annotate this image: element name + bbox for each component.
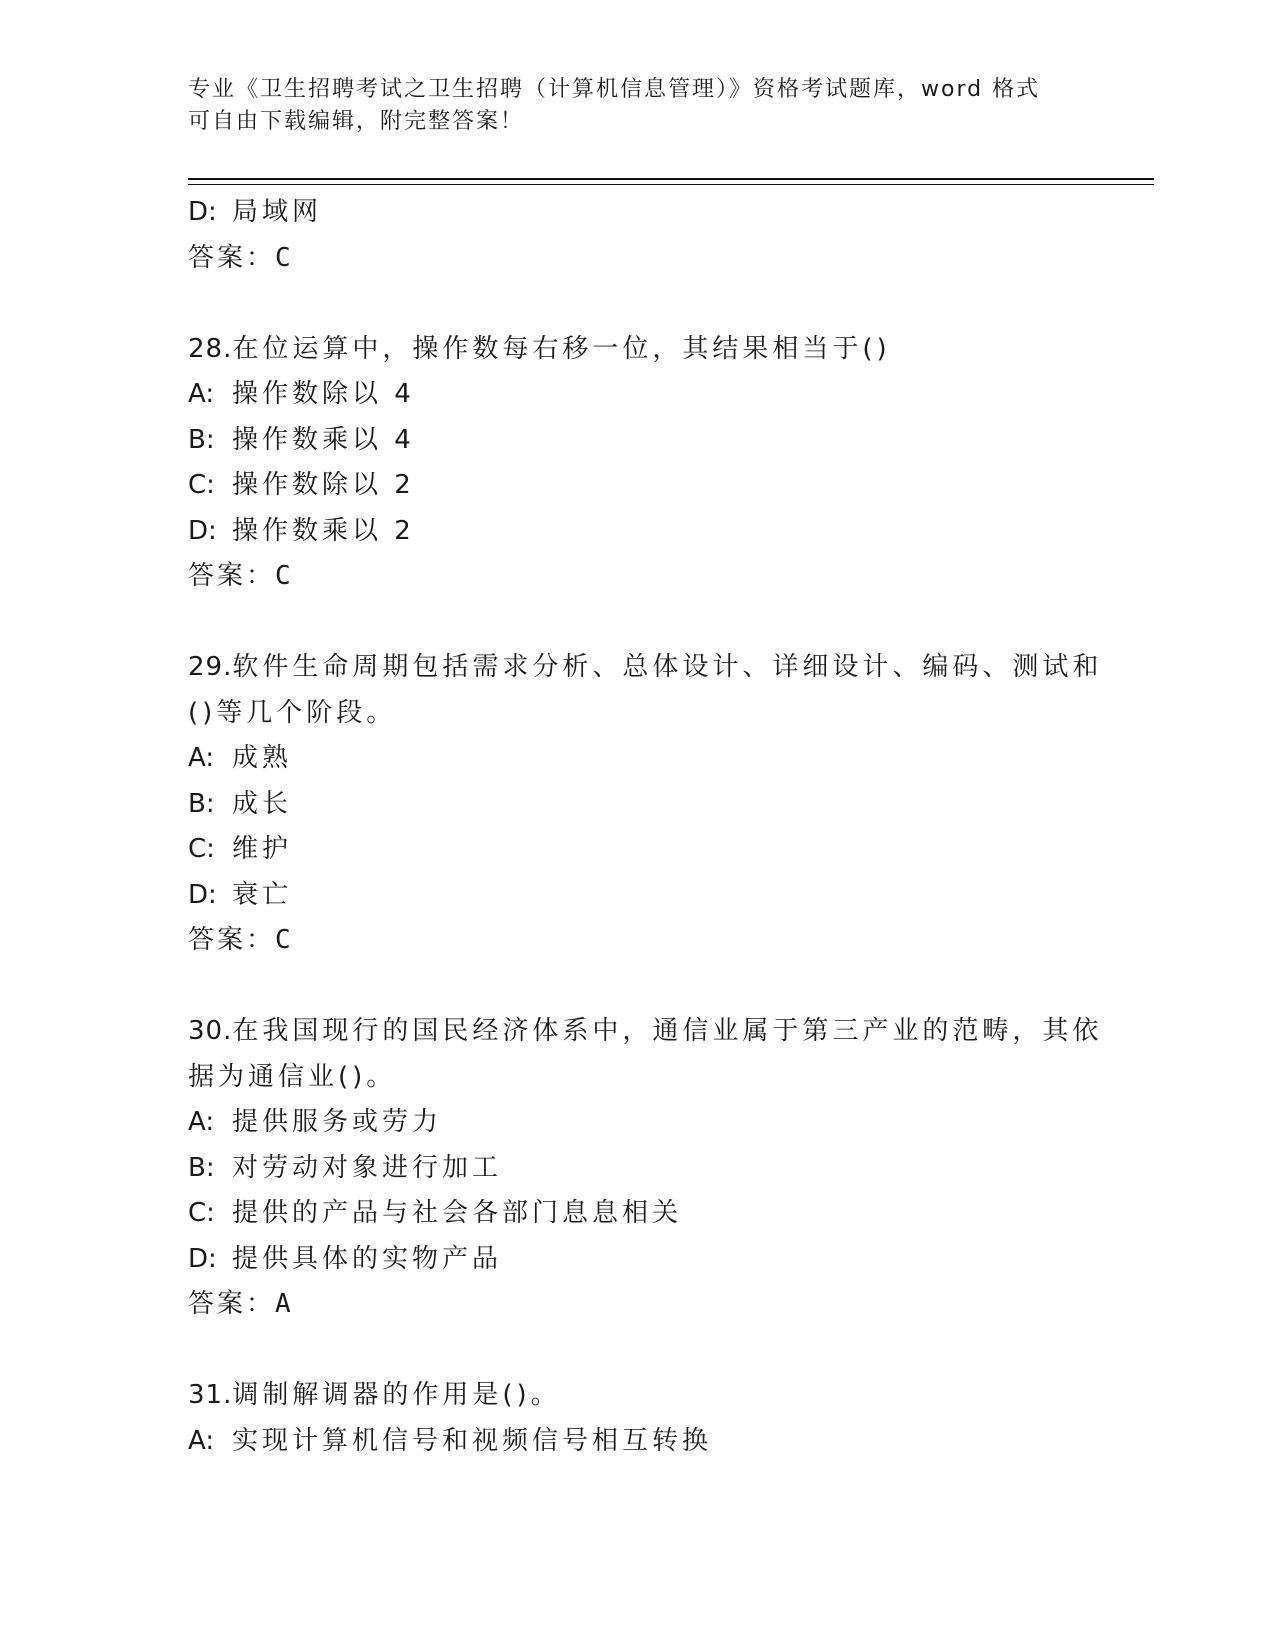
option-text: 操作数除以 4 (232, 379, 415, 409)
question-stem-continued (188, 691, 1088, 737)
question-number: 30. (188, 1016, 233, 1046)
option-row (188, 1100, 1088, 1146)
option-row (188, 873, 1088, 919)
option-row (188, 827, 1088, 873)
question-stem (188, 1373, 1088, 1419)
option-text: 提供的产品与社会各部门息息相关 (232, 1198, 683, 1228)
option-letter: B: (188, 424, 215, 455)
option-row (188, 1191, 1088, 1237)
question-number: 31. (188, 1380, 233, 1410)
question-number: 28. (188, 333, 233, 364)
option-letter: A: (188, 1425, 215, 1456)
option-row (188, 1237, 1088, 1283)
question-text: 在位运算中，操作数每右移一位，其结果相当于() (232, 333, 891, 364)
option-text: 操作数乘以 2 (232, 515, 415, 546)
answer-label: 答案： (188, 561, 276, 591)
option-letter: A: (188, 379, 215, 409)
question-text: 据为通信业()。 (188, 1061, 397, 1092)
option-row (188, 372, 1088, 418)
answer-value: C (275, 561, 292, 591)
answer-row (188, 236, 1088, 282)
question-stem (188, 645, 1103, 691)
header-rule-thin (188, 184, 1154, 185)
option-letter: C: (188, 834, 215, 864)
answer-label: 答案： (188, 1289, 276, 1319)
spacer (188, 1328, 1088, 1374)
question-text: 软件生命周期包括需求分析、总体设计、详细设计、编码、测试和 (232, 652, 1103, 682)
option-text: 提供服务或劳力 (232, 1107, 443, 1137)
answer-row (188, 1282, 1088, 1328)
question-text: 在我国现行的国民经济体系中，通信业属于第三产业的范畴，其依 (232, 1016, 1103, 1046)
question-30 (188, 1009, 1103, 1328)
question-stem (188, 327, 1088, 373)
option-row (188, 1419, 1088, 1465)
answer-value: C (275, 925, 292, 955)
option-row (188, 509, 1088, 555)
header-line-1: 专业《卫生招聘考试之卫生招聘（计算机信息管理）》资格考试题库，word 格式 (188, 77, 1041, 102)
option-text: 操作数除以 2 (232, 470, 415, 500)
option-letter: D: (188, 515, 217, 546)
option-letter: B: (188, 788, 215, 819)
answer-row (188, 554, 1088, 600)
question-stem-continued (188, 1055, 1088, 1101)
question-31 (188, 1373, 1088, 1464)
option-row (188, 418, 1088, 464)
question-number: 29. (188, 652, 233, 682)
option-text: 衰亡 (232, 879, 293, 910)
spacer (188, 281, 1088, 327)
header-rule-thick (188, 178, 1154, 180)
option-letter: D: (188, 879, 217, 910)
option-row (188, 190, 1088, 236)
option-text: 成长 (232, 788, 293, 819)
option-text: 局域网 (232, 197, 323, 227)
answer-label: 答案： (188, 925, 276, 955)
spacer (188, 600, 1088, 646)
answer-value: A (275, 1289, 292, 1319)
option-text: 实现计算机信号和视频信号相互转换 (232, 1425, 713, 1456)
option-letter: C: (188, 1198, 215, 1228)
option-letter: D: (188, 1243, 217, 1274)
option-row (188, 463, 1088, 509)
question-stem (188, 1009, 1103, 1055)
option-text: 成熟 (232, 743, 293, 773)
option-row (188, 1146, 1088, 1192)
question-29 (188, 645, 1103, 964)
spacer (188, 964, 1088, 1010)
option-letter: B: (188, 1152, 215, 1183)
option-letter: D: (188, 197, 217, 227)
answer-label: 答案： (188, 242, 276, 273)
page-header (188, 74, 1088, 138)
answer-row (188, 918, 1088, 964)
option-text: 维护 (232, 834, 293, 864)
option-text: 提供具体的实物产品 (232, 1243, 503, 1274)
question-list (188, 190, 1103, 1464)
option-letter: A: (188, 1107, 215, 1137)
header-line-2: 可自由下载编辑，附完整答案！ (188, 109, 525, 134)
option-text: 操作数乘以 4 (232, 424, 415, 455)
option-row (188, 782, 1088, 828)
option-letter: C: (188, 470, 215, 500)
option-row (188, 736, 1088, 782)
question-text: ()等几个阶段。 (188, 697, 397, 728)
option-letter: A: (188, 743, 215, 773)
option-text: 对劳动对象进行加工 (232, 1152, 503, 1183)
question-text: 调制解调器的作用是()。 (232, 1380, 561, 1410)
answer-value: C (275, 242, 292, 273)
question-28 (188, 327, 1088, 600)
